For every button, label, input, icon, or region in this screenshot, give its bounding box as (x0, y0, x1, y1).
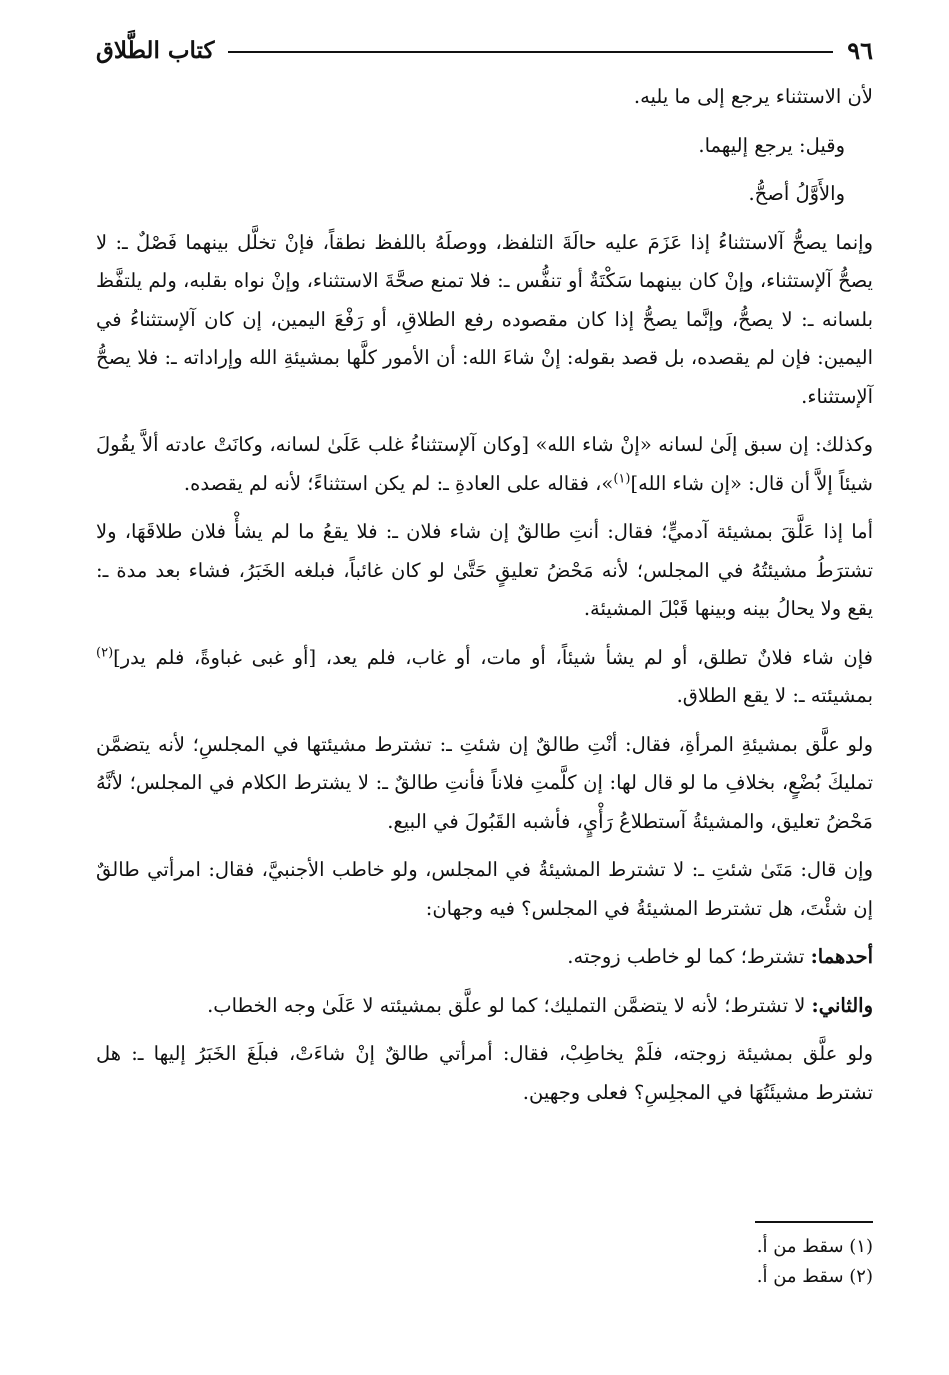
lead-term: أحدهما: (810, 945, 873, 968)
paragraph-text: فإن شاء فلانٌ تطلق، أو لم يشأ شيئاً، أو مات، أو غاب، فلم يعد، [أو غبى غباوةً، فلم يدر] (113, 645, 873, 669)
paragraph: لأن الاستثناء يرجع إلى ما يليه. (633, 85, 873, 108)
paragraph (96, 426, 873, 503)
paragraph: أما إذا عَلَّقَ بمشيئة آدميٍّ؛ فقال: أنتِ طالقٌ إن شاء فلان ـ: فلا يقعُ ما لم يشأْ فلان طلاقَهَا، ولا تشترَطُ مشيئتُهُ في المجلس؛ لأنه مَحْضُ تعليقٍ حَتَّىٰ لو كان غائباً، فبلغه الخَبَرُ، فشاء بعد مدة ـ: يقع ولا يحالُ بينه وبينها قَبْلَ المشيئة. (96, 520, 873, 620)
footnote-ref: (٢) (96, 645, 114, 660)
book-title: كتاب الطَّلاق (96, 36, 215, 64)
paragraph (96, 938, 873, 977)
paragraph-text: لا تشترط؛ لأنه لا يتضمَّن التمليك؛ كما لو علَّق بمشيئته لا عَلَىٰ وجه الخطاب. (207, 993, 812, 1017)
footnotes (96, 1232, 873, 1292)
paragraph: ولو علَّق بمشيئة زوجته، فلَمْ يخاطِبْ، فقال: أمرأتي طالقٌ إنْ شاءَتْ، فبلَغَ الخَبَرُ إليها ـ: هل تشترط مشيئَتُهَا في المجلِسِ؟ فعلى وجهين. (96, 1042, 873, 1104)
paragraph (96, 639, 873, 716)
paragraph-text: »، فقاله على العادةِ ـ: لم يكن استثناءً؛ لأنه لم يقصده. (183, 471, 614, 495)
footnote-ref: (١) (613, 471, 631, 486)
paragraph: والأَوَّلُ أصحُّ. (748, 182, 845, 205)
paragraph-text: تشترط؛ كما لو خاطب زوجته. (567, 945, 811, 968)
paragraph: ولو علَّق بمشيئةِ المرأةِ، فقال: أنْتِ طالقٌ إن شئتِ ـ: تشترط مشيئتها في المجلسِ؛ لأنه يتضمَّن تمليكَ بُضْعٍ، بخلافِ ما لو قال لها: إن كلَّمتِ فلاناً فأنتِ طالقٌ ـ: لا يشترط الكلام في المجلس؛ لأنَّهُ مَحْضُ تعليق، والمشيئةُ آستطلاعُ رَأْيٍ، فأشبه القَبُولَ في البيع. (96, 732, 873, 833)
paragraph-text: بمشيئته ـ: لا يقع الطلاق. (676, 684, 873, 707)
page-number: ٩٦ (847, 35, 873, 65)
paragraph (96, 987, 873, 1026)
paragraph: وإن قال: مَتَىٰ شئتِ ـ: لا تشترط المشيئةُ في المجلس، ولو خاطب الأجنبيَّ، فقال: امرأتي طالقٌ إن شئْتَ، هل تشترط المشيئةُ في المجلس؟ فيه وجهان: (96, 858, 873, 920)
paragraph-text: وكذلك: إن سبق إلَىٰ لسانه «إنْ شاء الله» [وكان آلإستثناءُ غلب عَلَىٰ لسانه، وكانَتْ عادته ألاَّ يقُولَ شيئاً إلاَّ أن قال: «إن شاء الله] (96, 433, 873, 495)
footnote-rule (755, 1221, 873, 1223)
header-rule (228, 51, 833, 53)
footnote: (٢) سقط من أ. (756, 1266, 873, 1287)
paragraph: وقيل: يرجع إليهما. (698, 133, 845, 157)
footnote: (١) سقط من أ. (756, 1236, 873, 1257)
paragraph: وإنما يصحُّ آلاستثناءُ إذا عَزَمَ عليه حالَةَ التلفظ، ووصلَهُ باللفظ نطقاً، فإنْ تخلَّل بينهما فَصْلٌ ـ: لا يصحُّ آلإستثناء، وإنْ كان بينهما سَكْتَةٌ أو تنفُّس ـ: فلا تمنع صحَّةَ الاستثناء، وإنْ نواه بقلبه، ولم يلتفَّظ بلسانه ـ: لا يصحُّ، وإنَّما يصحُّ إذا كان مقصوده رفع الطلاقِ، أو رَفْعَ اليمين، إن كان آلإستثناءُ في اليمين: فإن لم يقصده، بل قصد بقوله: إنْ شاءَ الله: أن الأمور كلَّها بمشيئةِ الله وإراداته ـ: فلا يصحُّ آلإستثناء. (96, 230, 873, 408)
page-body (96, 78, 873, 1122)
running-header (96, 30, 873, 70)
lead-term: والثاني: (811, 993, 873, 1017)
